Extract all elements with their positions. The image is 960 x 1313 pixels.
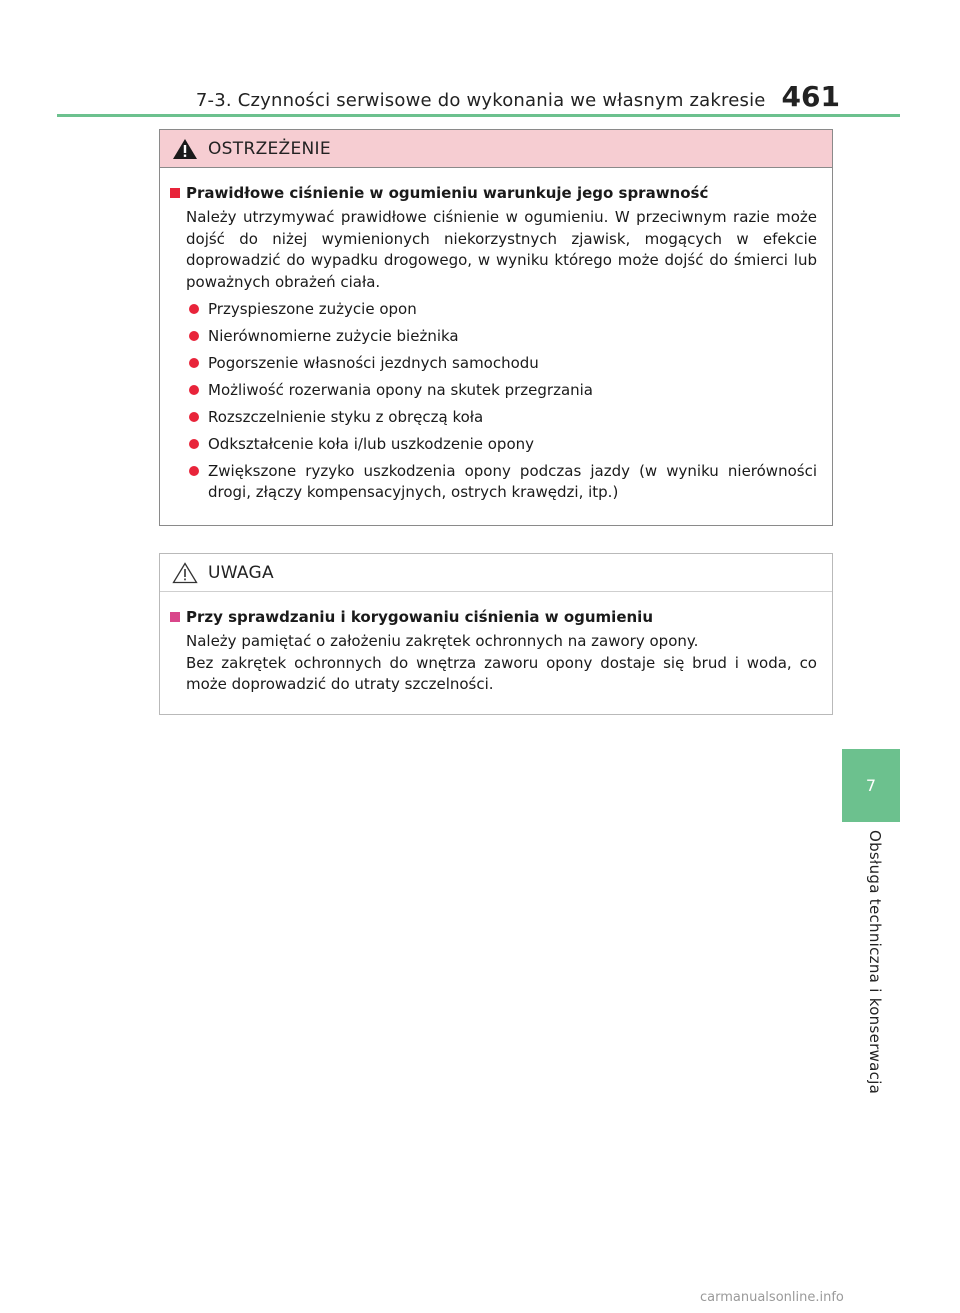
bullet-dot-icon xyxy=(189,358,199,368)
chapter-title: Obsługa techniczna i konserwacja xyxy=(866,830,884,1095)
square-bullet-icon xyxy=(170,188,180,198)
warning-label: OSTRZEŻENIE xyxy=(208,138,331,159)
list-item: Pogorszenie własności jezdnych samochodu xyxy=(189,353,817,375)
chapter-number: 7 xyxy=(865,776,877,795)
notice-label: UWAGA xyxy=(208,562,274,583)
warning-triangle-filled-icon xyxy=(172,138,198,160)
list-item: Możliwość rozerwania opony na skutek przegrzania xyxy=(189,380,817,402)
warning-section-title xyxy=(170,182,817,204)
list-item: Odkształcenie koła i/lub uszkodzenie opony xyxy=(189,434,817,456)
bullet-dot-icon xyxy=(189,304,199,314)
page-number: 461 xyxy=(781,80,840,113)
bullet-dot-icon xyxy=(189,385,199,395)
watermark: carmanualsonline.info xyxy=(700,1290,844,1305)
section-title: 7-3. Czynności serwisowe do wykonania we własnym zakresie xyxy=(195,90,766,111)
bullet-dot-icon xyxy=(189,439,199,449)
warning-section-title-text: Prawidłowe ciśnienie w ogumieniu warunkuje jego sprawność xyxy=(186,184,709,202)
notice-box-header xyxy=(160,554,832,592)
bullet-dot-icon xyxy=(189,412,199,422)
list-item: Nierównomierne zużycie bieżnika xyxy=(189,326,817,348)
notice-box xyxy=(159,553,833,715)
notice-section-title xyxy=(170,606,817,628)
warning-bullet-list xyxy=(170,299,817,504)
list-item: Rozszczelnienie styku z obręczą koła xyxy=(189,407,817,429)
warning-box-header xyxy=(160,130,832,168)
warning-box-body xyxy=(160,168,832,514)
warning-paragraph: Należy utrzymywać prawidłowe ciśnienie w ogumieniu. W przeciwnym razie może dojść do niżej wymienionych niekorzystnych zjawisk, mogących w efekcie doprowadzić do wypadku drogowego, w wyniku którego może dojść do śmierci lub poważnych obrażeń ciała. xyxy=(186,208,817,291)
notice-box-body xyxy=(160,592,832,706)
notice-paragraph-1: Należy pamiętać o założeniu zakrętek ochronnych na zawory opony. xyxy=(186,632,699,650)
chapter-tab xyxy=(842,749,900,822)
list-item: Zwiększone ryzyko uszkodzenia opony podczas jazdy (w wyniku nierówności drogi, złączy kompensacyjnych, ostrych krawędzi, itp.) xyxy=(189,461,817,504)
notice-section-title-text: Przy sprawdzaniu i korygowaniu ciśnienia w ogumieniu xyxy=(186,608,653,626)
bullet-dot-icon xyxy=(189,466,199,476)
page-header xyxy=(0,80,840,113)
list-item: Przyspieszone zużycie opon xyxy=(189,299,817,321)
notice-paragraph-2: Bez zakrętek ochronnych do wnętrza zaworu opony dostaje się brud i woda, co może doprowadzić do utraty szczelności. xyxy=(186,653,817,693)
header-divider xyxy=(57,114,900,117)
bullet-dot-icon xyxy=(189,331,199,341)
square-bullet-icon xyxy=(170,612,180,622)
caution-triangle-outline-icon xyxy=(172,562,198,584)
warning-box xyxy=(159,129,833,526)
